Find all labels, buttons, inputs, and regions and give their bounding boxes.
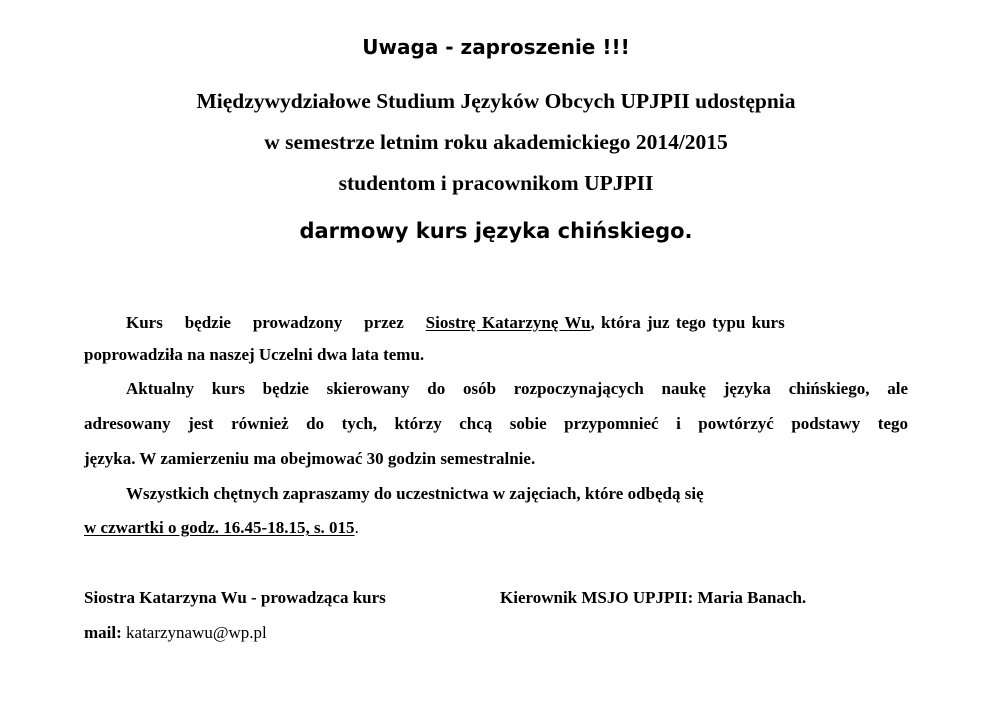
paragraph-2-line-3: języka. W zamierzeniu ma obejmować 30 godzin semestralnie. (84, 449, 536, 468)
page-title: Uwaga - zaproszenie !!! (362, 35, 630, 59)
heading-line-2: w semestrze letnim roku akademickiego 2014/2015 (264, 130, 728, 154)
heading-line-1: Międzywydziałowe Studium Języków Obcych UPJPII udostępnia (196, 89, 796, 113)
schedule-end: . (354, 518, 359, 537)
contact-line (84, 622, 484, 644)
paragraph-1-line-1 (84, 312, 908, 334)
signature-teacher: Siostra Katarzyna Wu - prowadząca kurs (84, 588, 386, 607)
paragraph-3-line-1: Wszystkich chętnych zapraszamy do uczestnictwa w zajęciach, które odbędą się (126, 484, 704, 503)
mail-label: mail: (84, 623, 122, 642)
paragraph-2-line-1: Aktualny kurs będzie skierowany do osób rozpoczynających naukę języka chińskiego, ale (126, 379, 908, 398)
signature-director: Kierownik MSJO UPJPII: Maria Banach. (500, 588, 807, 607)
paragraph-1-intro: Kurs będzie prowadzony przez (126, 313, 404, 332)
paragraph-3-line-2 (84, 517, 908, 539)
teacher-name-underlined: Siostrę Katarzynę Wu (425, 313, 591, 332)
schedule-text: w czwartki o godz. 16.45-18.15, s. 015 (84, 518, 355, 537)
paragraph-1-continuation: , która juz tego typu kurs (590, 313, 785, 332)
offer-text: darmowy kurs języka chińskiego. (299, 219, 693, 243)
paragraph-1-line-2: poprowadziła na naszej Uczelni dwa lata temu. (84, 345, 425, 364)
heading-line-3: studentom i pracownikom UPJPII (338, 171, 654, 195)
email-address[interactable]: katarzynawu@wp.pl (126, 623, 267, 642)
teacher-name (426, 313, 785, 332)
paragraph-2-line-2: adresowany jest również do tych, którzy chcą sobie przypomnieć i powtórzyć podstawy tego (84, 414, 908, 433)
